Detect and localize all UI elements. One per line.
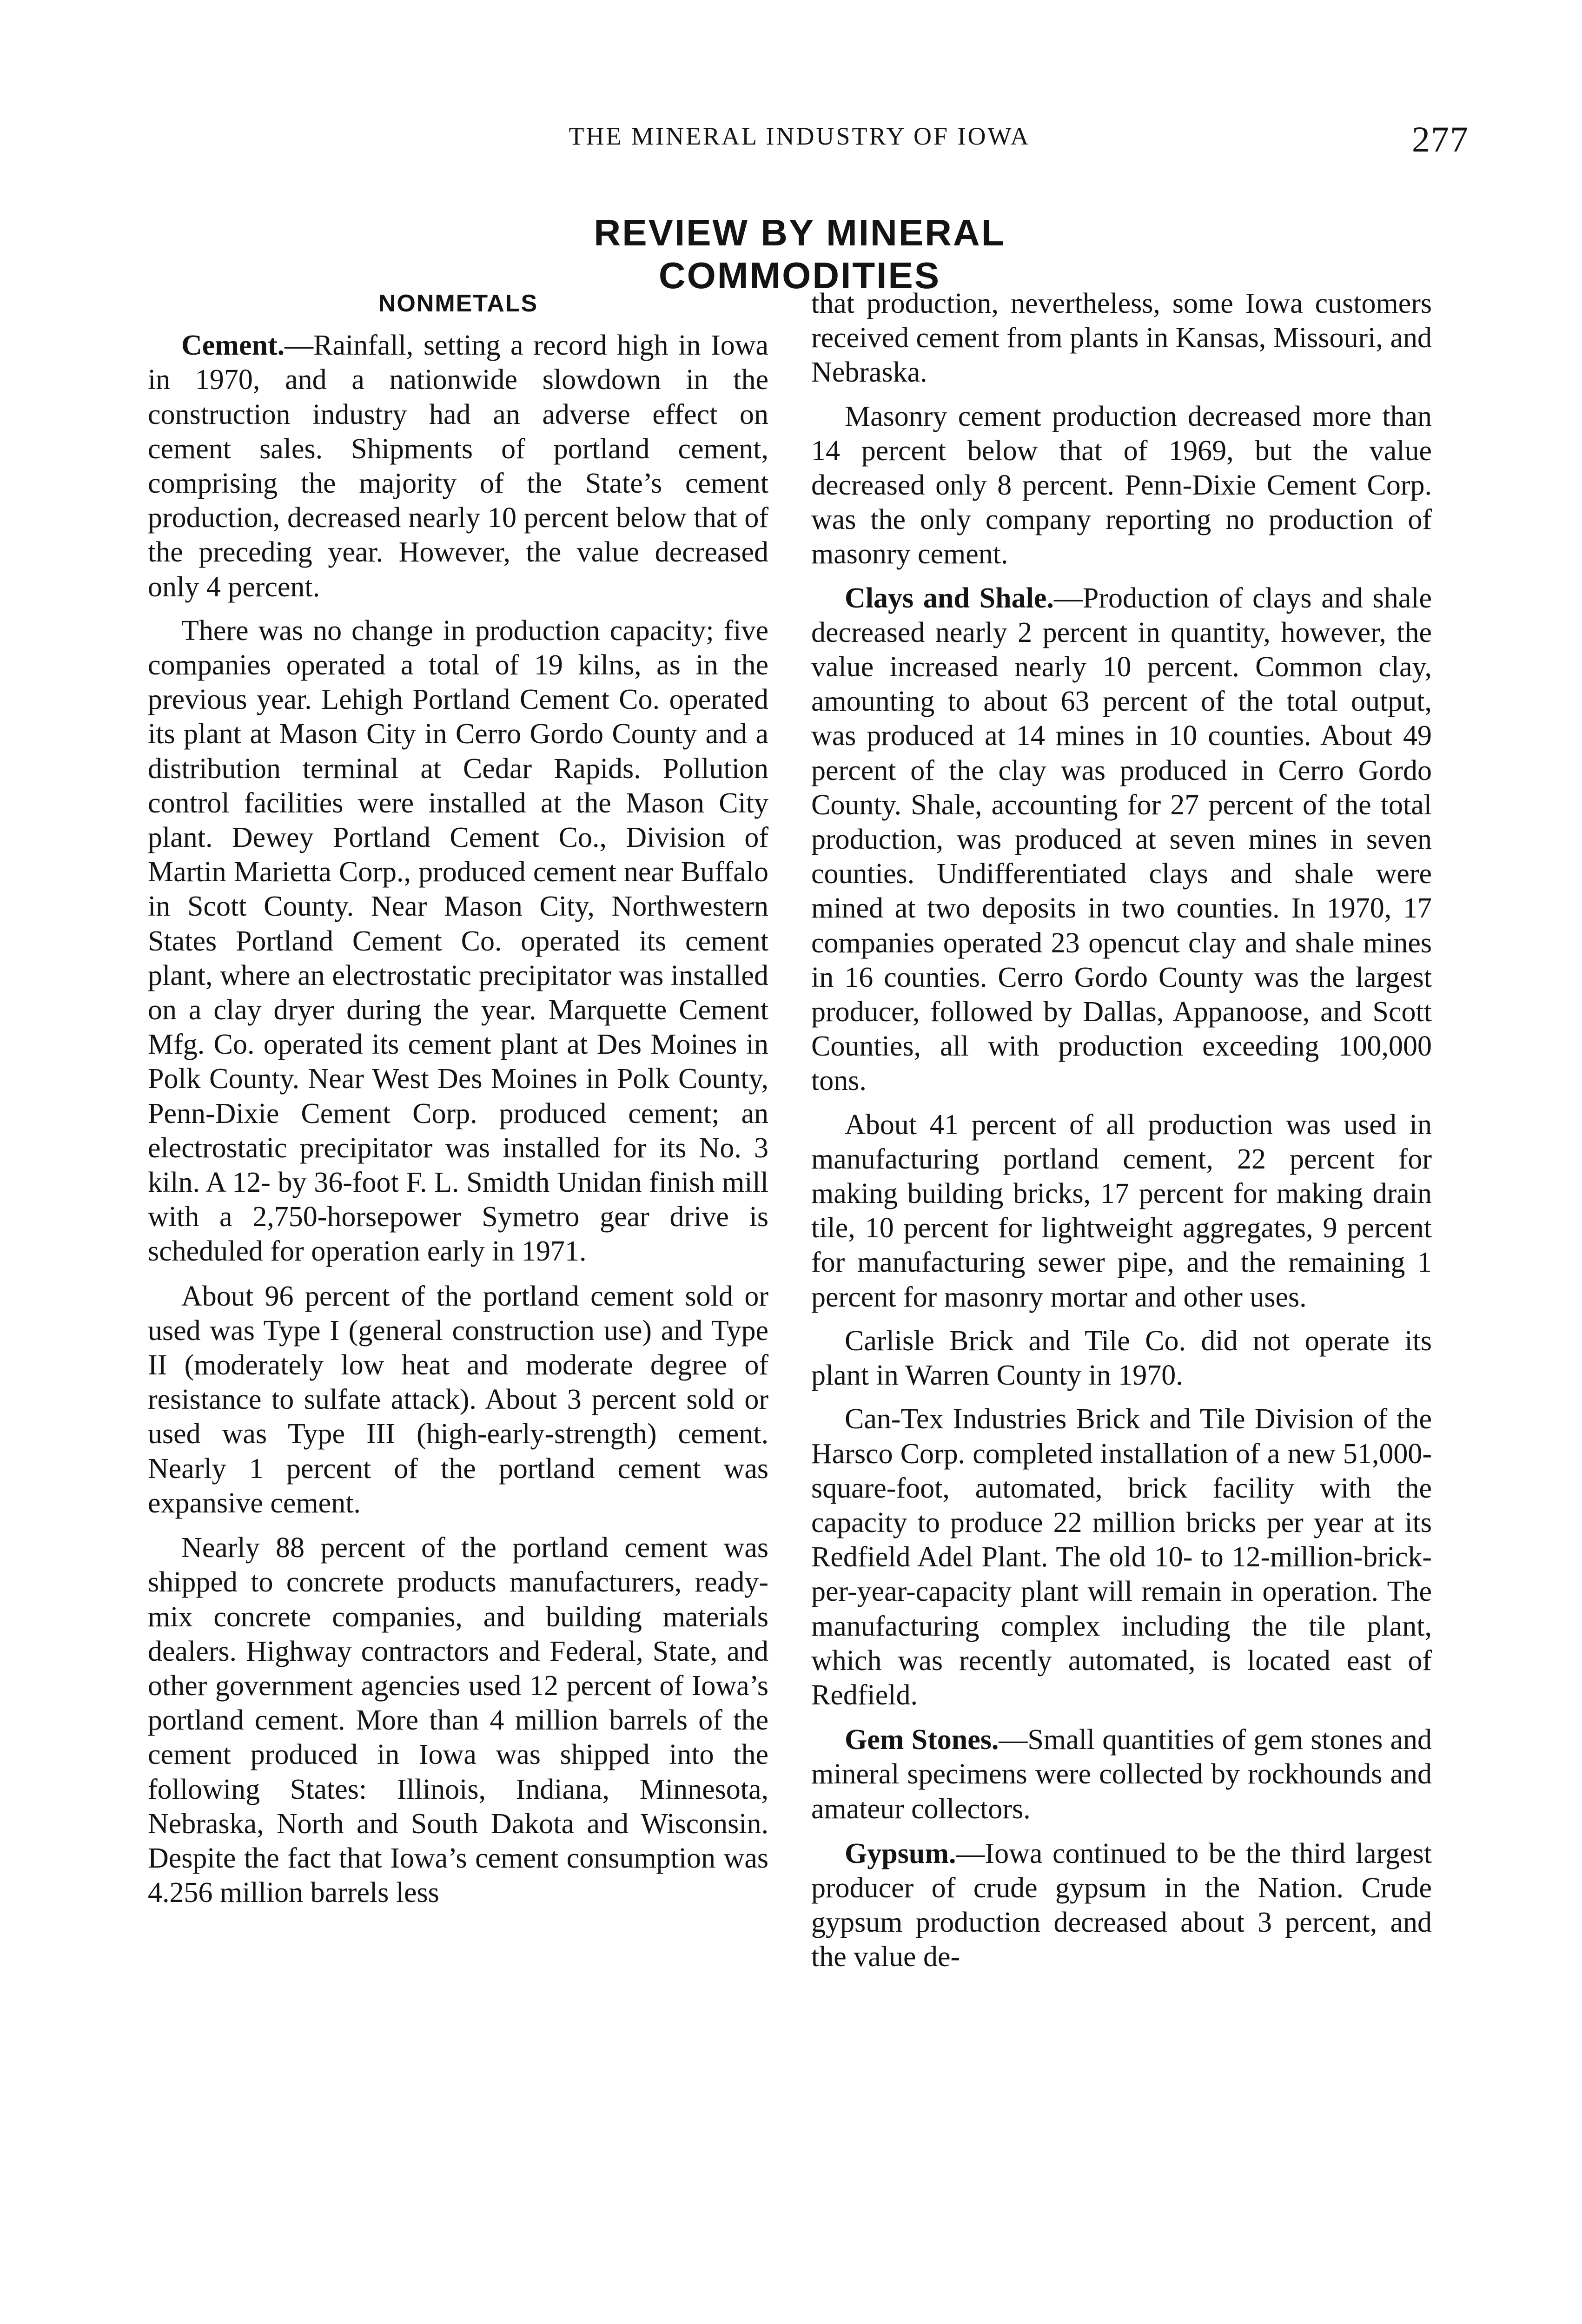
cement-continuation: that production, nevertheless, some Iowa customers received cement from plants in Kansas, Missouri, and Nebraska. xyxy=(811,288,1432,389)
cement-paragraph-4: Nearly 88 percent of the portland cement was shipped to concrete products manufacturers, ready-mix concrete companies, and building materials dealers. Highway contractors and Federal, State, and other government agencies used 12 percent of Iowa’s portland cement. More than 4 million barrels of the cement produced in Iowa was shipped into the following States: Illinois, Indiana, Minnesota, Nebraska, North and South Dakota and Wisconsin. Despite the fact that Iowa’s cement consumption was 4.256 million barrels less xyxy=(148,1532,768,1909)
running-head: THE MINERAL INDUSTRY OF IOWA xyxy=(569,122,1031,150)
clays-paragraph-1-text: —Production of clays and shale decreased nearly 2 percent in quantity, however, the value increased nearly 10 percent. Common clay, amounting to about 63 percent of the total output, was produced at 14 mines in 10 counties. About 49 percent of the clay was produced in Cerro Gordo County. Shale, accounting for 27 percent of the total production, was produced at seven mines in seven counties. Undifferentiated clays and shale were mined at two deposits in two counties. In 1970, 17 companies operated 23 opencut clay and shale mines in 16 counties. Cerro Gordo County was the largest producer, followed by Dallas, Appanoose, and Scott Counties, all with production exceeding 100,000 tons. xyxy=(811,582,1432,1097)
cement-paragraph-3: About 96 percent of the portland cement sold or used was Type I (general construction use) and Type II (moderately low heat and moderate degree of resistance to sulfate attack). About 3 percent sold or used was Type III (high-early-strength) cement. Nearly 1 percent of the portland cement was expansive cement. xyxy=(148,1280,768,1519)
clays-paragraph-1 xyxy=(811,581,1432,1098)
right-column xyxy=(811,286,1432,1984)
gem-stones-run-in-heading: Gem Stones. xyxy=(845,1724,999,1756)
clays-paragraph-3: Carlisle Brick and Tile Co. did not operate its plant in Warren County in 1970. xyxy=(811,1325,1432,1392)
subsection-heading: NONMETALS xyxy=(378,290,538,317)
gem-stones-paragraph xyxy=(811,1723,1432,1826)
clays-run-in-heading: Clays and Shale. xyxy=(845,582,1054,614)
cement-paragraph-2: There was no change in production capacity; five companies operated a total of 19 kilns, as in the previous year. Lehigh Portland Cement Co. operated its plant at Mason City in Cerro Gordo County and a distribution terminal at Cedar Rapids. Pollution control facilities were installed at the Mason City plant. Dewey Portland Cement Co., Division of Martin Marietta Corp., produced cement near Buffalo in Scott County. Near Mason City, Northwestern States Portland Cement Co. operated its cement plant, where an electrostatic precipitator was installed on a clay dryer during the year. Marquette Cement Mfg. Co. operated its cement plant at Des Moines in Polk County. Near West Des Moines in Polk County, Penn-Dixie Cement Corp. produced cement; an electrostatic precipitator was installed for its No. 3 kiln. A 12- by 36-foot F. L. Smidth Unidan finish mill with a 2,750-horsepower Symetro gear drive is scheduled for operation early in 1971. xyxy=(148,614,768,1268)
page-number: 277 xyxy=(1412,119,1469,159)
gypsum-run-in-heading: Gypsum. xyxy=(845,1837,956,1869)
gem-stones-paragraph-text: —Small quantities of gem stones and mineral specimens were collected by rockhounds and amateur collectors. xyxy=(811,1724,1432,1825)
section-title: REVIEW BY MINERAL COMMODITIES xyxy=(594,212,1006,296)
clays-paragraph-2: About 41 percent of all production was used in manufacturing portland cement, 22 percent for making building bricks, 17 percent for making drain tile, 10 percent for lightweight aggregates, 9 percent for manufacturing sewer pipe, and the remaining 1 percent for masonry mortar and other uses. xyxy=(811,1109,1432,1313)
gypsum-paragraph xyxy=(811,1836,1432,1974)
cement-run-in-heading: Cement. xyxy=(181,330,285,362)
clays-paragraph-4: Can-Tex Industries Brick and Tile Division of the Harsco Corp. completed installation of a new 51,000-square-foot, automated, brick facility with the capacity to produce 22 million bricks per year at its Redfield Adel Plant. The old 10- to 12-million-brick-per-year-capacity plant will remain in operation. The manufacturing complex including the tile plant, which was recently automated, is located east of Redfield. xyxy=(811,1403,1432,1711)
left-column xyxy=(148,286,768,1919)
cement-paragraph-1-text: —Rainfall, setting a record high in Iowa in 1970, and a nationwide slowdown in the construction industry had an adverse effect on cement sales. Shipments of portland cement, comprising the majority of the State’s cement production, decreased nearly 10 percent below that of the preceding year. However, the value decreased only 4 percent. xyxy=(148,330,768,603)
gypsum-paragraph-text: —Iowa continued to be the third largest producer of crude gypsum in the Nation. Crude gypsum production decreased about 3 percent, and the value de- xyxy=(811,1837,1432,1973)
masonry-paragraph: Masonry cement production decreased more than 14 percent below that of 1969, but the value decreased only 8 percent. Penn-Dixie Cement Corp. was the only company reporting no production of masonry cement. xyxy=(811,400,1432,570)
cement-paragraph-1 xyxy=(148,328,768,604)
